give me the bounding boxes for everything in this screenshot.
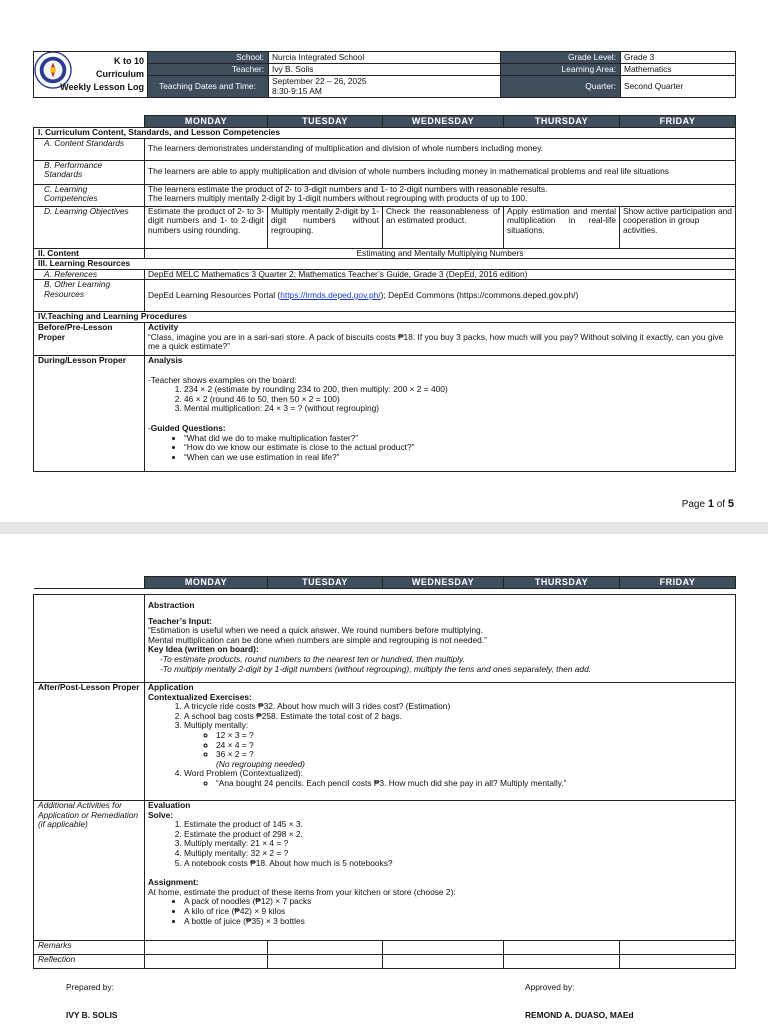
section-3-title: III. Learning Resources — [34, 259, 736, 270]
school-label: School: — [148, 52, 269, 64]
content-standards-value: The learners demonstrates understanding of multiplication and division of whole numbers including money. — [145, 138, 736, 160]
exercise-list — [148, 702, 732, 788]
evaluation-title: Evaluation — [148, 800, 191, 810]
references-value: DepEd MELC Mathematics 3 Quarter 2; Mathematics Teacher’s Guide, Grade 3 (DepEd, 2016 edition) — [145, 269, 736, 280]
competency-1: The learners estimate the product of 2- to 3-digit numbers and 1- to 2-digit numbers with reasonable results. — [148, 184, 548, 194]
page-number-label: Page — [681, 499, 706, 510]
section-1-title: I. Curriculum Content, Standards, and Lesson Competencies — [34, 128, 736, 139]
reflection-friday[interactable] — [620, 955, 736, 969]
day-thursday: THURSDAY — [504, 577, 620, 589]
assignment-intro: At home, estimate the product of these items from your kitchen or store (choose 2): — [148, 886, 456, 897]
solve-item: 5. A notebook costs ₱18. About how much is 5 notebooks? — [184, 859, 732, 869]
remarks-thursday[interactable] — [504, 941, 620, 955]
competency-2: The learners multiply mentally 2-digit by 1-digit numbers without regrouping with products of up to 100. — [148, 193, 528, 204]
solve-item: 2. Estimate the product of 298 × 2. — [184, 830, 732, 840]
day-friday: FRIDAY — [620, 116, 736, 128]
objective-friday: Show active participation and cooperation in group activities. — [620, 206, 736, 248]
analysis-item: 3. Mental multiplication: 24 × 3 = ? (without regrouping) — [184, 404, 732, 414]
analysis-intro-text: Teacher shows examples on the board: — [150, 374, 297, 385]
header-table — [33, 51, 736, 98]
procedures-table-page-2 — [33, 576, 736, 969]
guided-dash: - — [148, 422, 151, 433]
remarks-friday[interactable] — [620, 941, 736, 955]
remarks-wednesday[interactable] — [383, 941, 504, 955]
grade-level-value: Grade 3 — [621, 52, 736, 64]
contextualized-title: Contextualized Exercises: — [148, 691, 252, 702]
key-idea-title: Key Idea (written on board): — [148, 644, 259, 655]
mental-item: ◦ 12 × 3 = ? — [216, 731, 732, 741]
analysis-dash: - — [148, 374, 151, 385]
reflection-monday[interactable] — [145, 955, 268, 969]
exercise-4-text: Word Problem (Contextualized): — [184, 768, 304, 779]
guided-question: • “What did we do to make multiplication faster?” — [184, 434, 732, 444]
abstraction-label-cell — [34, 595, 145, 683]
dates-value — [269, 76, 501, 98]
analysis-cell — [145, 355, 736, 471]
mental-item: ◦ 36 × 2 = ? — [216, 750, 732, 760]
evaluation-cell — [145, 801, 736, 941]
abstraction-title: Abstraction — [148, 600, 195, 610]
teacher-input-line: Mental multiplication can be done when numbers are simple and regrouping is not needed.” — [148, 634, 487, 645]
abstraction-cell — [145, 595, 736, 683]
teacher-input-title: Teacher’s Input: — [148, 615, 213, 626]
objective-monday: Estimate the product of 2- to 3-digit numbers and 1- to 2-digit numbers using rounding. — [145, 206, 268, 248]
dates-text: September 22 – 26, 2025 — [272, 75, 367, 86]
school-value: Nurcia Integrated School — [269, 52, 501, 64]
after-lesson-label: After/Post-Lesson Proper — [34, 683, 145, 801]
preparer-name: IVY B. SOLIS — [66, 1010, 118, 1020]
objective-wednesday: Check the reasonableness of an estimated product. — [383, 206, 504, 248]
reflection-thursday[interactable] — [504, 955, 620, 969]
lrmds-link[interactable]: https://lrmds.deped.gov.ph/ — [280, 290, 381, 301]
analysis-item: 2. 46 × 2 (round 46 to 50, then 50 × 2 = 100) — [184, 395, 732, 405]
before-lesson-label: Before/Pre-Lesson Proper — [34, 322, 145, 355]
teacher-value: Ivy B. Solis — [269, 64, 501, 76]
analysis-list — [148, 385, 732, 414]
remarks-label: Remarks — [34, 941, 145, 955]
day-thursday: THURSDAY — [504, 116, 620, 128]
exercise-item — [184, 769, 732, 788]
performance-standards-label: B. Performance Standards — [34, 160, 145, 184]
exercise-item: 1. A tricycle ride costs ₱32. About how much will 3 rides cost? (Estimation) — [184, 702, 732, 712]
mental-list — [184, 731, 732, 760]
title-line-2: Curriculum — [95, 69, 144, 79]
day-tuesday: TUESDAY — [268, 577, 383, 589]
page-number — [682, 498, 734, 510]
exercise-item — [184, 721, 732, 769]
other-resources-value — [145, 280, 736, 312]
other-resources-prefix: DepEd Learning Resources Portal ( — [148, 290, 281, 301]
grade-level-label: Grade Level: — [501, 52, 621, 64]
guided-title: Guided Questions: — [150, 422, 226, 433]
learning-objectives-label: D. Learning Objectives — [34, 206, 145, 248]
day-wednesday: WEDNESDAY — [383, 577, 504, 589]
title-line-1: K to 10 — [113, 56, 144, 66]
references-label: A. References — [34, 269, 145, 280]
day-tuesday: TUESDAY — [268, 116, 383, 128]
procedures-table-page-1 — [33, 115, 736, 472]
assignment-title: Assignment: — [148, 877, 199, 888]
word-problem-list — [184, 779, 732, 789]
activity-title: Activity — [148, 322, 179, 332]
during-lesson-label: During/Lesson Proper — [34, 355, 145, 471]
solve-list — [148, 820, 732, 868]
performance-standards-value: The learners are able to apply multiplication and division of whole numbers including money in mathematical problems and real life situations — [145, 160, 736, 184]
teacher-input-line: “Estimation is useful when we need a quick answer. We round numbers before multiplying. — [148, 625, 484, 636]
day-friday: FRIDAY — [620, 577, 736, 589]
guided-question: • “How do we know our estimate is close to the actual product?” — [184, 443, 732, 453]
dates-label: Teaching Dates and Time: — [148, 76, 269, 98]
assignment-item: • A kilo of rice (₱42) × 9 kilos — [184, 907, 732, 917]
content-standards-label: A. Content Standards — [34, 138, 145, 160]
solve-item: 4. Multiply mentally: 32 × 2 = ? — [184, 849, 732, 859]
reflection-label: Reflection — [34, 955, 145, 969]
objective-tuesday: Multiply mentally 2-digit by 1-digit numbers without regrouping. — [268, 206, 383, 248]
additional-activities-label: Additional Activities for Application or Remediation (if applicable) — [34, 801, 145, 941]
quarter-value: Second Quarter — [621, 76, 736, 98]
approved-by-label: Approved by: — [525, 982, 575, 992]
assignment-item: • A pack of noodles (₱12) × 7 packs — [184, 897, 732, 907]
day-monday: MONDAY — [145, 577, 268, 589]
assignment-list — [148, 897, 732, 926]
title-line-3: Weekly Lesson Log — [60, 82, 144, 92]
mental-item: ◦ 24 × 4 = ? — [216, 741, 732, 751]
solve-item: 1. Estimate the product of 145 × 3. — [184, 820, 732, 830]
reflection-wednesday[interactable] — [383, 955, 504, 969]
solve-title: Solve: — [148, 809, 174, 820]
learning-area-label: Learning Area: — [501, 64, 621, 76]
remarks-tuesday[interactable] — [268, 941, 383, 955]
word-problem: ◦ “Ana bought 24 pencils. Each pencil costs ₱3. How much did she pay in all? Multiply mentally.” — [216, 779, 732, 789]
key-idea-line: -To multiply mentally 2-digit by 1-digit numbers (without regrouping), multiply the tens and ones separately, then add. — [160, 663, 592, 674]
application-title: Application — [148, 682, 194, 692]
objective-thursday: Apply estimation and mental multiplication in real-life situations. — [504, 206, 620, 248]
guided-question: • “When can we use estimation in real life?” — [184, 453, 732, 463]
approver-name: REMOND A. DUASO, MAEd — [525, 1010, 634, 1020]
prepared-by-label: Prepared by: — [66, 982, 114, 992]
analysis-item: 1. 234 × 2 (estimate by rounding 234 to 200, then multiply: 200 × 2 = 400) — [184, 385, 732, 395]
page-number-of: of — [716, 499, 726, 510]
exercise-item: 2. A school bag costs ₱258. Estimate the total cost of 2 bags. — [184, 712, 732, 722]
mental-note: (No regrouping needed) — [216, 758, 305, 769]
exercise-3-text: Multiply mentally: — [184, 720, 249, 731]
activity-text: “Class, imagine you are in a sari-sari store. A pack of biscuits costs ₱18. If you buy 3 packs, how much will you pay? Without solving it exactly, can you give me a quick estimate?” — [148, 331, 724, 352]
day-monday: MONDAY — [145, 116, 268, 128]
guided-questions-list — [148, 434, 732, 463]
time-text: 8:30-9:15 AM — [272, 85, 322, 96]
learning-area-value: Mathematics — [621, 64, 736, 76]
page-number-current: 1 — [707, 498, 714, 510]
key-idea-line: -To estimate products, round numbers to the nearest ten or hundred, then multiply. — [160, 653, 465, 664]
page-number-total: 5 — [727, 498, 734, 510]
reflection-tuesday[interactable] — [268, 955, 383, 969]
teacher-label: Teacher: — [148, 64, 269, 76]
analysis-title: Analysis — [148, 355, 183, 365]
quarter-label: Quarter: — [501, 76, 621, 98]
content-label: II. Content — [34, 248, 145, 259]
other-resources-suffix: ); DepEd Commons (https://commons.deped.gov.ph/) — [380, 290, 579, 301]
activity-cell — [145, 322, 736, 355]
content-value: Estimating and Mentally Multiplying Numbers — [145, 248, 736, 259]
learning-competencies-value — [145, 184, 736, 206]
section-4-title: IV.Teaching and Learning Procedures — [34, 312, 736, 323]
other-resources-label: B. Other Learning Resources — [34, 280, 145, 312]
solve-item: 3. Multiply mentally: 21 × 4 = ? — [184, 839, 732, 849]
lesson-log-page-2 — [0, 534, 768, 1024]
assignment-item: • A bottle of juice (₱35) × 3 bottles — [184, 917, 732, 927]
remarks-monday[interactable] — [145, 941, 268, 955]
weekly-lesson-log-title — [34, 52, 148, 98]
day-wednesday: WEDNESDAY — [383, 116, 504, 128]
application-cell — [145, 683, 736, 801]
learning-competencies-label: C. Learning Competencies — [34, 184, 145, 206]
